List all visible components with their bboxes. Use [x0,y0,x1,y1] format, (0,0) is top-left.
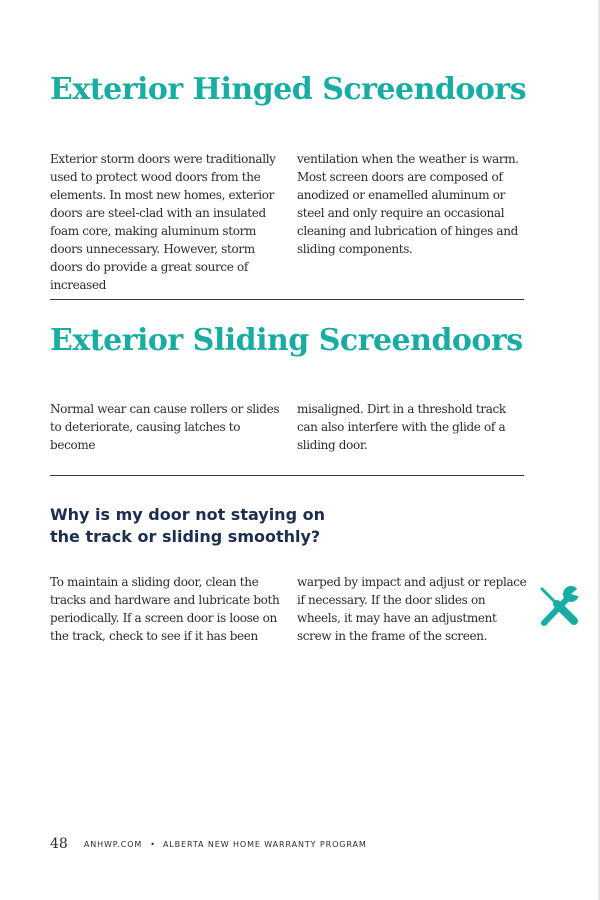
sliding-body-right: misaligned. Dirt in a threshold track can also interfere with the glide of a sliding door. [297,402,506,452]
faq-answer-right: warped by impact and adjust or replace if necessary. If the door slides on wheels, it may have an adjustment screw in the frame of the screen. [297,575,527,643]
section-divider [50,475,524,476]
footer-separator: • [150,839,155,849]
hinged-body-left: Exterior storm doors were traditionally used to protect wood doors from the elements. In most new homes, exterior doors are steel-clad with an insulated foam core, making aluminum storm doors unnecessary. However, storm doors do provide a great source of increased [50,152,276,292]
sliding-section-title: Exterior Sliding Screendoors [50,323,523,358]
faq-answer-left: To maintain a sliding door, clean the tracks and hardware and lubricate both periodically. If a screen door is loose on the track, check to see if it has been [50,575,280,643]
footer-program-name: ALBERTA NEW HOME WARRANTY PROGRAM [162,839,367,849]
page-number: 48 [50,836,68,852]
sliding-body-left: Normal wear can cause rollers or slides to deteriorate, causing latches to become [50,402,280,452]
section-divider [50,299,524,300]
hinged-section-title: Exterior Hinged Screendoors [50,72,527,107]
tools-icon [534,583,582,631]
hinged-body-right: ventilation when the weather is warm. Most screen doors are composed of anodized or enamelled aluminum or steel and only require an occasional cleaning and lubrication of hinges and sliding components. [297,152,519,256]
faq-question: Why is my door not staying on the track or sliding smoothly? [50,505,325,546]
page-footer [50,836,367,852]
footer-site-link[interactable]: ANHWP.COM [83,839,143,849]
